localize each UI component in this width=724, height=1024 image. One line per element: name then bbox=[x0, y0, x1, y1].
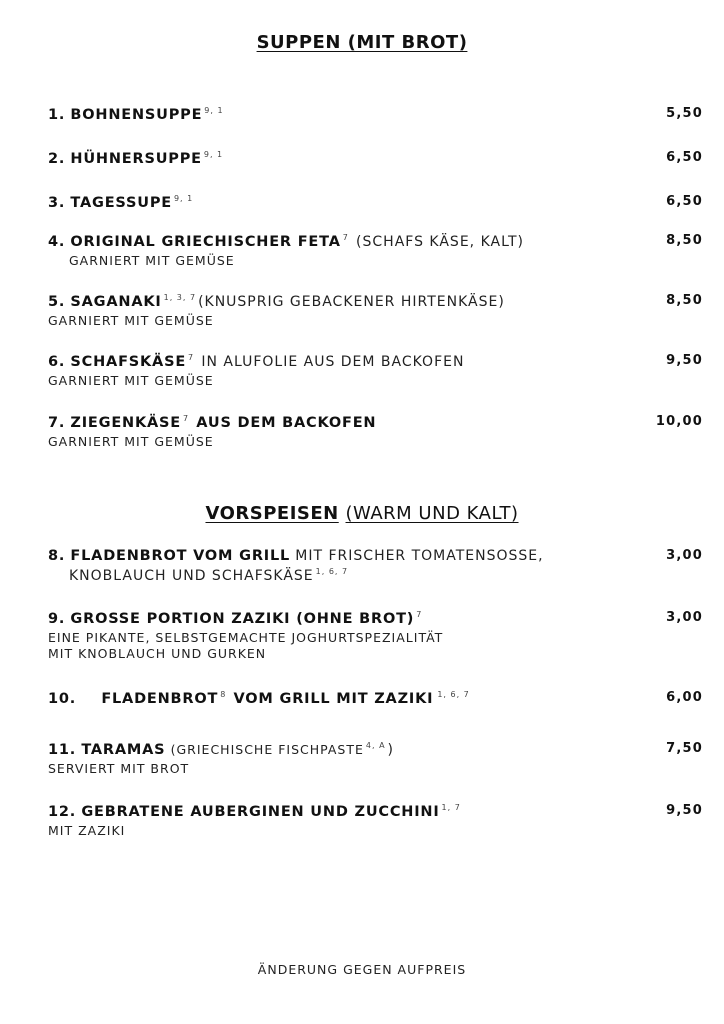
item-number: 10. bbox=[48, 691, 77, 707]
item-number: 4. bbox=[48, 234, 66, 250]
item-number: 2. bbox=[48, 151, 66, 167]
section-title-suffix: (WARM UND KALT) bbox=[345, 503, 519, 524]
item-price: 3,00 bbox=[666, 610, 703, 625]
item-description: (SCHAFS KÄSE, KALT) bbox=[356, 234, 524, 250]
item-price: 10,00 bbox=[655, 414, 703, 429]
footer-note: ÄNDERUNG GEGEN AUFPREIS bbox=[257, 962, 467, 977]
item-number: 6. bbox=[48, 354, 66, 370]
item-price: 9,50 bbox=[666, 353, 703, 368]
item-subtext: GARNIERT MIT GEMÜSE bbox=[69, 253, 235, 268]
item-description: (KNUSPRIG GEBACKENER HIRTENKÄSE) bbox=[198, 294, 505, 310]
item-name: ORIGINAL GRIECHISCHER FETA bbox=[70, 234, 341, 250]
menu-item-6 bbox=[48, 353, 703, 388]
menu-item-5 bbox=[48, 293, 703, 328]
item-number: 7. bbox=[48, 415, 66, 431]
item-price: 6,50 bbox=[666, 150, 703, 165]
item-name: GROSSE PORTION ZAZIKI (OHNE BROT) bbox=[70, 611, 415, 627]
item-allergens: 9, 1 bbox=[203, 150, 224, 159]
item-number: 3. bbox=[48, 195, 66, 211]
item-number: 1. bbox=[48, 107, 66, 123]
item-allergens: 1, 6, 7 bbox=[315, 567, 349, 576]
item-name: SCHAFSKÄSE bbox=[70, 354, 187, 370]
item-subtext: GARNIERT MIT GEMÜSE bbox=[48, 373, 214, 388]
menu-item-4 bbox=[48, 233, 703, 268]
item-allergens: 1, 3, 7 bbox=[163, 293, 197, 302]
item-allergens: 9, 1 bbox=[173, 194, 194, 203]
item-subtext: MIT ZAZIKI bbox=[48, 823, 126, 838]
item-description: IN ALUFOLIE AUS DEM BACKOFEN bbox=[201, 354, 465, 370]
item-allergens: 7 bbox=[416, 610, 423, 619]
item-allergens: 1, 7 bbox=[441, 803, 461, 812]
item-name: TAGESSUPE bbox=[70, 195, 172, 211]
menu-item-8 bbox=[48, 548, 703, 584]
item-subtext: SERVIERT MIT BROT bbox=[48, 761, 190, 776]
item-price: 3,00 bbox=[666, 548, 703, 563]
item-price: 7,50 bbox=[666, 741, 703, 756]
item-name-part-b: VOM GRILL MIT ZAZIKI bbox=[233, 691, 434, 707]
menu-item-3 bbox=[48, 194, 703, 211]
menu-item-12 bbox=[48, 803, 703, 838]
item-allergens: 1, 6, 7 bbox=[437, 690, 470, 699]
item-description: MIT FRISCHER TOMATENSOSSE, bbox=[295, 548, 544, 564]
item-name: HÜHNERSUPPE bbox=[70, 151, 202, 167]
item-subtext-2: MIT KNOBLAUCH UND GURKEN bbox=[48, 646, 267, 661]
item-price: 6,00 bbox=[666, 690, 703, 705]
section-title-vorspeisen bbox=[0, 503, 724, 524]
item-price: 9,50 bbox=[666, 803, 703, 818]
item-name: TARAMAS bbox=[81, 742, 166, 758]
item-allergens: 9, 1 bbox=[204, 106, 224, 115]
menu-item-10 bbox=[48, 690, 703, 707]
item-number: 5. bbox=[48, 294, 66, 310]
section-title-suppen bbox=[0, 32, 724, 53]
menu-item-2 bbox=[48, 150, 703, 167]
item-name-part-a: FLADENBROT bbox=[101, 691, 219, 707]
item-allergens: 7 bbox=[342, 233, 349, 242]
item-description-end: ) bbox=[387, 742, 395, 758]
item-subtext: EINE PIKANTE, SELBSTGEMACHTE JOGHURTSPEZIALITÄT bbox=[48, 630, 444, 645]
menu-item-1 bbox=[48, 106, 703, 123]
item-name: GEBRATENE AUBERGINEN UND ZUCCHINI bbox=[81, 804, 440, 820]
item-description-line2: KNOBLAUCH UND SCHAFSKÄSE bbox=[69, 568, 314, 584]
item-number: 8. bbox=[48, 548, 66, 564]
item-subtext: GARNIERT MIT GEMÜSE bbox=[48, 313, 214, 328]
item-number: 9. bbox=[48, 611, 66, 627]
item-name: BOHNENSUPPE bbox=[70, 107, 203, 123]
item-price: 5,50 bbox=[666, 106, 703, 121]
item-subtext: GARNIERT MIT GEMÜSE bbox=[48, 434, 214, 449]
section-title-text: VORSPEISEN bbox=[205, 503, 339, 524]
item-allergens: 7 bbox=[188, 353, 195, 362]
item-price: 8,50 bbox=[666, 233, 703, 248]
section-title-text: SUPPEN (MIT BROT) bbox=[256, 32, 468, 53]
item-description: AUS DEM BACKOFEN bbox=[196, 415, 377, 431]
item-description: (GRIECHISCHE FISCHPASTE bbox=[170, 742, 364, 757]
item-allergens: 4, A bbox=[365, 741, 386, 750]
item-name: SAGANAKI bbox=[70, 294, 162, 310]
item-allergens-a: 8 bbox=[220, 690, 227, 699]
item-number: 11. bbox=[48, 742, 77, 758]
item-price: 6,50 bbox=[666, 194, 703, 209]
item-allergens: 7 bbox=[182, 414, 190, 423]
menu-item-7 bbox=[48, 414, 703, 449]
item-name: ZIEGENKÄSE bbox=[70, 415, 181, 431]
menu-item-11 bbox=[48, 741, 703, 776]
item-number: 12. bbox=[48, 804, 77, 820]
item-name: FLADENBROT VOM GRILL bbox=[70, 548, 291, 564]
item-price: 8,50 bbox=[666, 293, 703, 308]
menu-item-9 bbox=[48, 610, 703, 661]
